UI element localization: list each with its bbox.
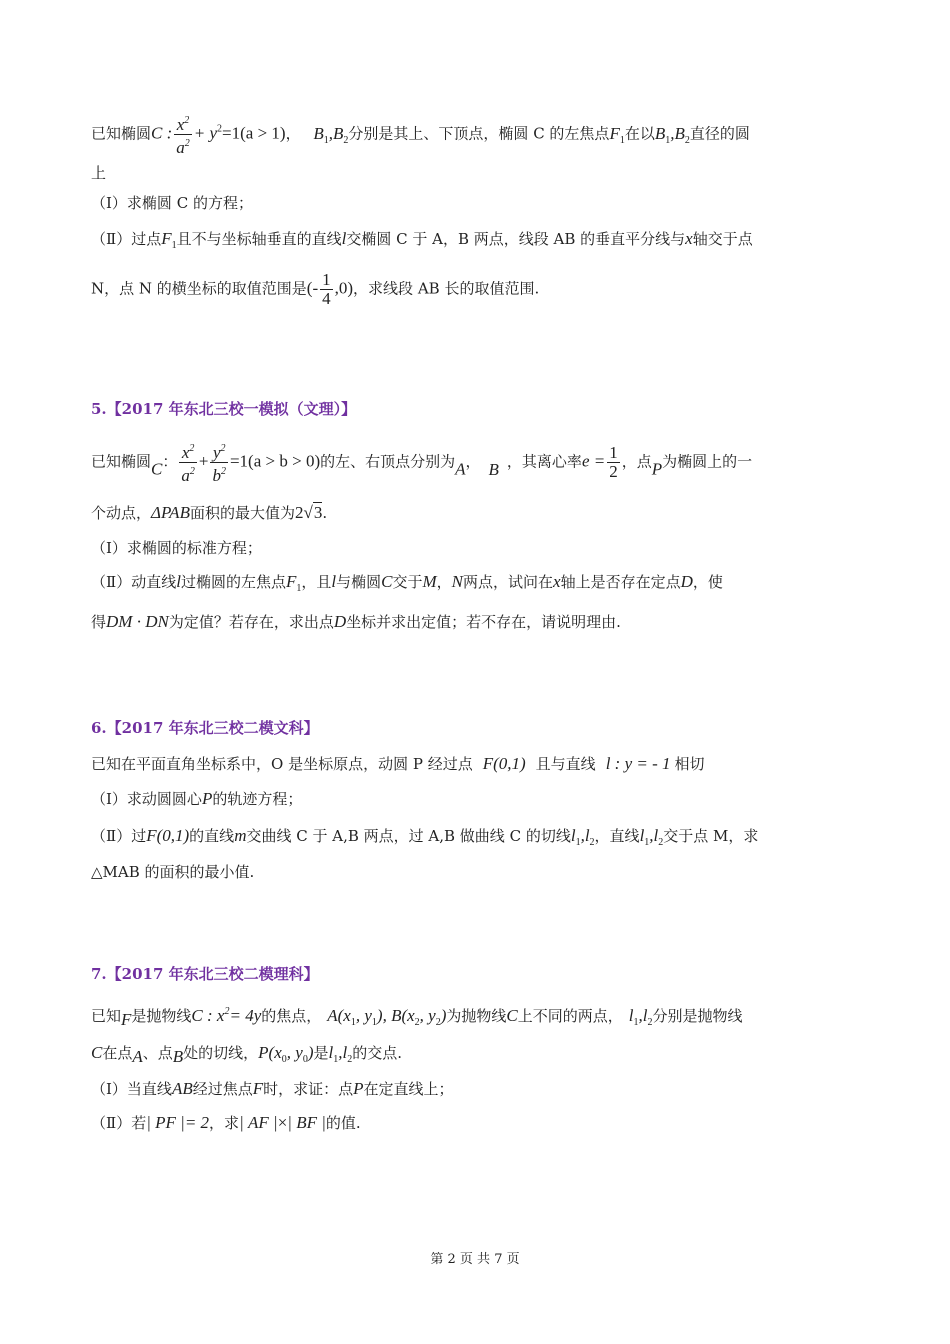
- p4-line-wrap: 上: [91, 164, 107, 182]
- p7-header: 7.【2017 年东北三校二模理科】: [91, 965, 319, 983]
- p6-q2: （Ⅱ）过F(0,1)的直线m交曲线 C 于 A,B 两点，过 A,B 做曲线 C 的切线$l_1,l_2$，直线$l_1,l_2$交于点 M，求: [91, 826, 759, 848]
- p4-q1: （Ⅰ）求椭圆 C 的方程；: [91, 194, 253, 212]
- p6-q1: （Ⅰ）求动圆圆心P的轨迹方程；: [91, 789, 303, 808]
- fraction: $\frac{x^2}{a^2}$: [174, 112, 192, 157]
- text: 已知椭圆: [91, 124, 152, 143]
- p6-header: 6.【2017 年东北三校二模文科】: [91, 719, 319, 737]
- p5-q2: （Ⅱ）动直线l过椭圆的左焦点$F_1$，且l与椭圆C交于M，N两点，试问在x轴上是否存在定点D，使: [91, 572, 723, 594]
- p5-line1: 已知椭圆C： $\frac{x^2}{a^2}$ + $\frac{y^2}{b^2}$ =1(a > b > 0)的左、右顶点分别为A， B ，其离心率e = $\frac{1}{2}$ ，点P为椭圆上的一: [91, 440, 752, 485]
- p4-q2: （Ⅱ）过点$F_1$且不与坐标轴垂直的直线l交椭圆 C 于 A，B 两点，线段 AB 的垂直平分线与x轴交于点: [91, 229, 753, 251]
- p5-q1: （Ⅰ）求椭圆的标准方程；: [91, 539, 262, 557]
- p7-line2: C在点A、点B处的切线，$P(x_0$, $y_0$)是$l_1,l_2$的交点.: [91, 1043, 402, 1066]
- page-footer: 第 2 页 共 7 页: [430, 1252, 520, 1267]
- p5-line2: 个动点，ΔPAB面积的最大值为2√3.: [91, 503, 328, 522]
- p4-q2-line2: N，点 N 的横坐标的取值范围是(- $\frac{1}{4}$ ,0)，求线段 AB 长的取值范围.: [91, 270, 540, 308]
- p5-q2-line2: 得DM · DN为定值？若存在，求出点D坐标并求出定值；若不存在，请说明理由.: [91, 612, 621, 631]
- p7-q2: （Ⅱ）若| PF |= 2，求| AF |×| BF |的值.: [91, 1113, 361, 1132]
- p6-q2-line2: △MAB 的面积的最小值.: [91, 863, 255, 881]
- p7-q1: （Ⅰ）当直线AB经过焦点F时，求证：点P在定直线上；: [91, 1079, 454, 1098]
- p4-line1: 已知椭圆C : $\frac{x^2}{a^2}$ + $y^2=1(a > 1)$， $B_1,B_2$分别是其上、下顶点，椭圆 C 的左焦点$F_1$在以$B_1,B_2$直径的圆: [91, 112, 750, 157]
- math: + y: [193, 123, 218, 143]
- p6-line1: 已知在平面直角坐标系中，O 是坐标原点，动圆 P 经过点 F(0,1) 且与直线 l : y = - 1 相切: [91, 754, 705, 773]
- math: =1(a > 1): [222, 123, 286, 143]
- math: C :: [151, 123, 173, 143]
- p5-header: 5.【2017 年东北三校一模拟（文理）】: [91, 400, 357, 418]
- p7-line1: 已知F是抛物线C : $x^2= 4y$的焦点， $A(x_1$, $y_1$), $B(x_2$, $y_2$)为抛物线C上不同的两点， $l_1,l_2$分别是抛物线: [91, 1006, 743, 1029]
